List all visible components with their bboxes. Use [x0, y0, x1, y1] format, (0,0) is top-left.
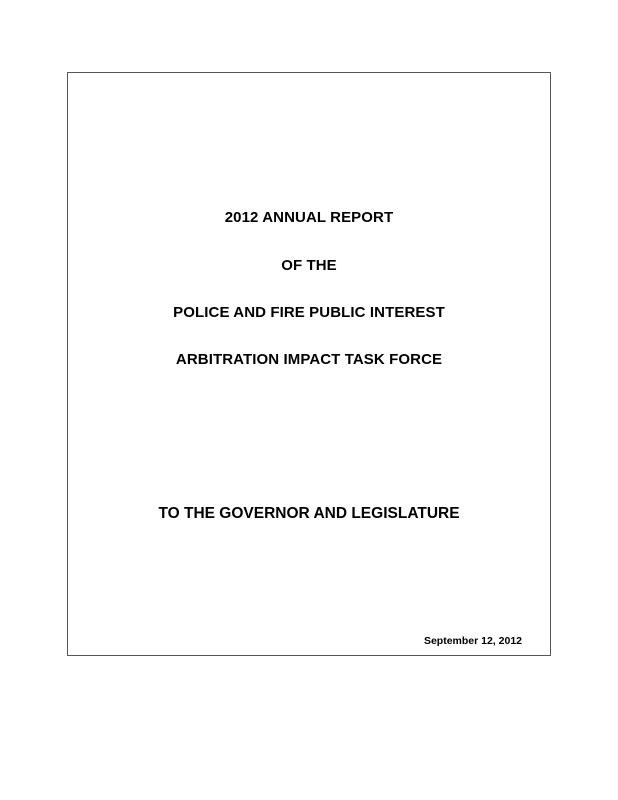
cover-page-frame	[67, 72, 551, 656]
report-title-line-4: ARBITRATION IMPACT TASK FORCE	[175, 351, 443, 368]
report-title-line-2: OF THE	[281, 257, 337, 274]
report-title-line-3: POLICE AND FIRE PUBLIC INTEREST	[173, 304, 445, 321]
report-title-line-1: 2012 ANNUAL REPORT	[224, 209, 394, 226]
report-recipient: TO THE GOVERNOR AND LEGISLATURE	[158, 505, 460, 522]
report-date: September 12, 2012	[423, 635, 522, 647]
